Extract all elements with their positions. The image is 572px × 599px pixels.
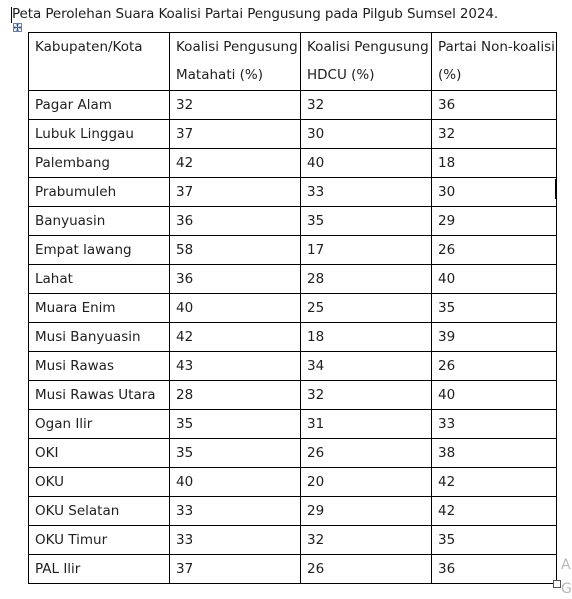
cell-kabupaten[interactable]: Pagar Alam xyxy=(29,91,170,120)
cell-matahati[interactable]: 43 xyxy=(170,352,301,381)
cell-hdcu[interactable]: 17 xyxy=(301,236,432,265)
cell-kabupaten[interactable]: OKU xyxy=(29,468,170,497)
cell-matahati[interactable]: 35 xyxy=(170,410,301,439)
cell-matahati[interactable]: 37 xyxy=(170,120,301,149)
cell-non-koalisi[interactable]: 38 xyxy=(432,439,557,468)
cell-kabupaten[interactable]: OKI xyxy=(29,439,170,468)
cell-matahati[interactable]: 28 xyxy=(170,381,301,410)
cell-kabupaten[interactable]: PAL Ilir xyxy=(29,555,170,584)
cell-matahati[interactable]: 58 xyxy=(170,236,301,265)
edit-marker-bar xyxy=(555,179,557,199)
cell-matahati[interactable]: 40 xyxy=(170,294,301,323)
cell-kabupaten[interactable]: Empat lawang xyxy=(29,236,170,265)
table-row xyxy=(29,439,557,468)
table-row xyxy=(29,468,557,497)
table-row xyxy=(29,323,557,352)
cell-hdcu[interactable]: 20 xyxy=(301,468,432,497)
table-row xyxy=(29,236,557,265)
cell-kabupaten[interactable]: Lubuk Linggau xyxy=(29,120,170,149)
table-row xyxy=(29,120,557,149)
cell-non-koalisi[interactable]: 18 xyxy=(432,149,557,178)
cell-non-koalisi[interactable]: 36 xyxy=(432,91,557,120)
cell-hdcu[interactable]: 35 xyxy=(301,207,432,236)
cell-kabupaten[interactable]: Musi Rawas Utara xyxy=(29,381,170,410)
cell-matahati[interactable]: 42 xyxy=(170,149,301,178)
cell-kabupaten[interactable]: Prabumuleh xyxy=(29,178,170,207)
cell-hdcu[interactable]: 30 xyxy=(301,120,432,149)
cell-kabupaten[interactable]: OKU Selatan xyxy=(29,497,170,526)
cell-hdcu[interactable]: 18 xyxy=(301,323,432,352)
cell-kabupaten[interactable]: Muara Enim xyxy=(29,294,170,323)
cell-non-koalisi[interactable]: 40 xyxy=(432,381,557,410)
cell-matahati[interactable]: 36 xyxy=(170,207,301,236)
cell-non-koalisi[interactable]: 30 xyxy=(432,178,557,207)
cell-hdcu[interactable]: 33 xyxy=(301,178,432,207)
cell-kabupaten[interactable]: OKU Timur xyxy=(29,526,170,555)
cell-hdcu[interactable]: 28 xyxy=(301,265,432,294)
table-row xyxy=(29,207,557,236)
cell-matahati[interactable]: 36 xyxy=(170,265,301,294)
table-header-row xyxy=(29,33,557,91)
cell-hdcu[interactable]: 40 xyxy=(301,149,432,178)
cell-hdcu[interactable]: 32 xyxy=(301,526,432,555)
cell-matahati[interactable]: 35 xyxy=(170,439,301,468)
table-row xyxy=(29,410,557,439)
cell-non-koalisi[interactable]: 33 xyxy=(432,410,557,439)
table-row xyxy=(29,265,557,294)
cell-hdcu[interactable]: 34 xyxy=(301,352,432,381)
table-caption xyxy=(12,6,498,22)
header-cell-hdcu[interactable]: Koalisi Pengusung HDCU (%) xyxy=(301,33,432,91)
header-cell-non-koalisi[interactable]: Partai Non-koalisi (%) xyxy=(432,33,557,91)
cell-non-koalisi[interactable]: 42 xyxy=(432,468,557,497)
cell-matahati[interactable]: 42 xyxy=(170,323,301,352)
cell-hdcu[interactable]: 32 xyxy=(301,381,432,410)
table-row xyxy=(29,294,557,323)
cell-non-koalisi[interactable]: 32 xyxy=(432,120,557,149)
cell-hdcu[interactable]: 25 xyxy=(301,294,432,323)
cell-non-koalisi[interactable]: 26 xyxy=(432,352,557,381)
table-resize-icon[interactable] xyxy=(553,580,561,588)
table-row xyxy=(29,352,557,381)
cell-matahati[interactable]: 32 xyxy=(170,91,301,120)
cell-non-koalisi[interactable]: 39 xyxy=(432,323,557,352)
cell-matahati[interactable]: 33 xyxy=(170,526,301,555)
cell-kabupaten[interactable]: Lahat xyxy=(29,265,170,294)
cell-kabupaten[interactable]: Banyuasin xyxy=(29,207,170,236)
cell-non-koalisi[interactable]: 26 xyxy=(432,236,557,265)
table-row xyxy=(29,555,557,584)
table-move-icon[interactable] xyxy=(13,23,22,32)
cell-kabupaten[interactable]: Musi Banyuasin xyxy=(29,323,170,352)
cell-matahati[interactable]: 37 xyxy=(170,555,301,584)
table-row xyxy=(29,178,557,207)
table-row xyxy=(29,91,557,120)
table-row xyxy=(29,149,557,178)
cell-hdcu[interactable]: 31 xyxy=(301,410,432,439)
edge-letter: A xyxy=(561,557,571,573)
cell-hdcu[interactable]: 32 xyxy=(301,91,432,120)
header-cell-matahati[interactable]: Koalisi Pengusung Matahati (%) xyxy=(170,33,301,91)
cell-matahati[interactable]: 37 xyxy=(170,178,301,207)
cell-non-koalisi[interactable]: 35 xyxy=(432,294,557,323)
caption-text: Peta Perolehan Suara Koalisi Partai Pengusung pada Pilgub Sumsel 2024. xyxy=(12,6,499,22)
edge-text xyxy=(561,553,572,599)
cell-hdcu[interactable]: 29 xyxy=(301,497,432,526)
cell-non-koalisi[interactable]: 40 xyxy=(432,265,557,294)
cell-hdcu[interactable]: 26 xyxy=(301,555,432,584)
cell-kabupaten[interactable]: Musi Rawas xyxy=(29,352,170,381)
table-row xyxy=(29,526,557,555)
table-row xyxy=(29,381,557,410)
cell-kabupaten[interactable]: Ogan Ilir xyxy=(29,410,170,439)
edge-letter: G xyxy=(561,581,572,597)
vote-results-table xyxy=(28,32,557,584)
cell-matahati[interactable]: 40 xyxy=(170,468,301,497)
text-cursor xyxy=(11,7,12,23)
cell-non-koalisi[interactable]: 29 xyxy=(432,207,557,236)
cell-matahati[interactable]: 33 xyxy=(170,497,301,526)
cell-non-koalisi[interactable]: 42 xyxy=(432,497,557,526)
table-row xyxy=(29,497,557,526)
cell-hdcu[interactable]: 26 xyxy=(301,439,432,468)
cell-non-koalisi[interactable]: 36 xyxy=(432,555,557,584)
cell-non-koalisi[interactable]: 35 xyxy=(432,526,557,555)
cell-kabupaten[interactable]: Palembang xyxy=(29,149,170,178)
header-cell-kabupaten[interactable]: Kabupaten/Kota xyxy=(29,33,170,91)
